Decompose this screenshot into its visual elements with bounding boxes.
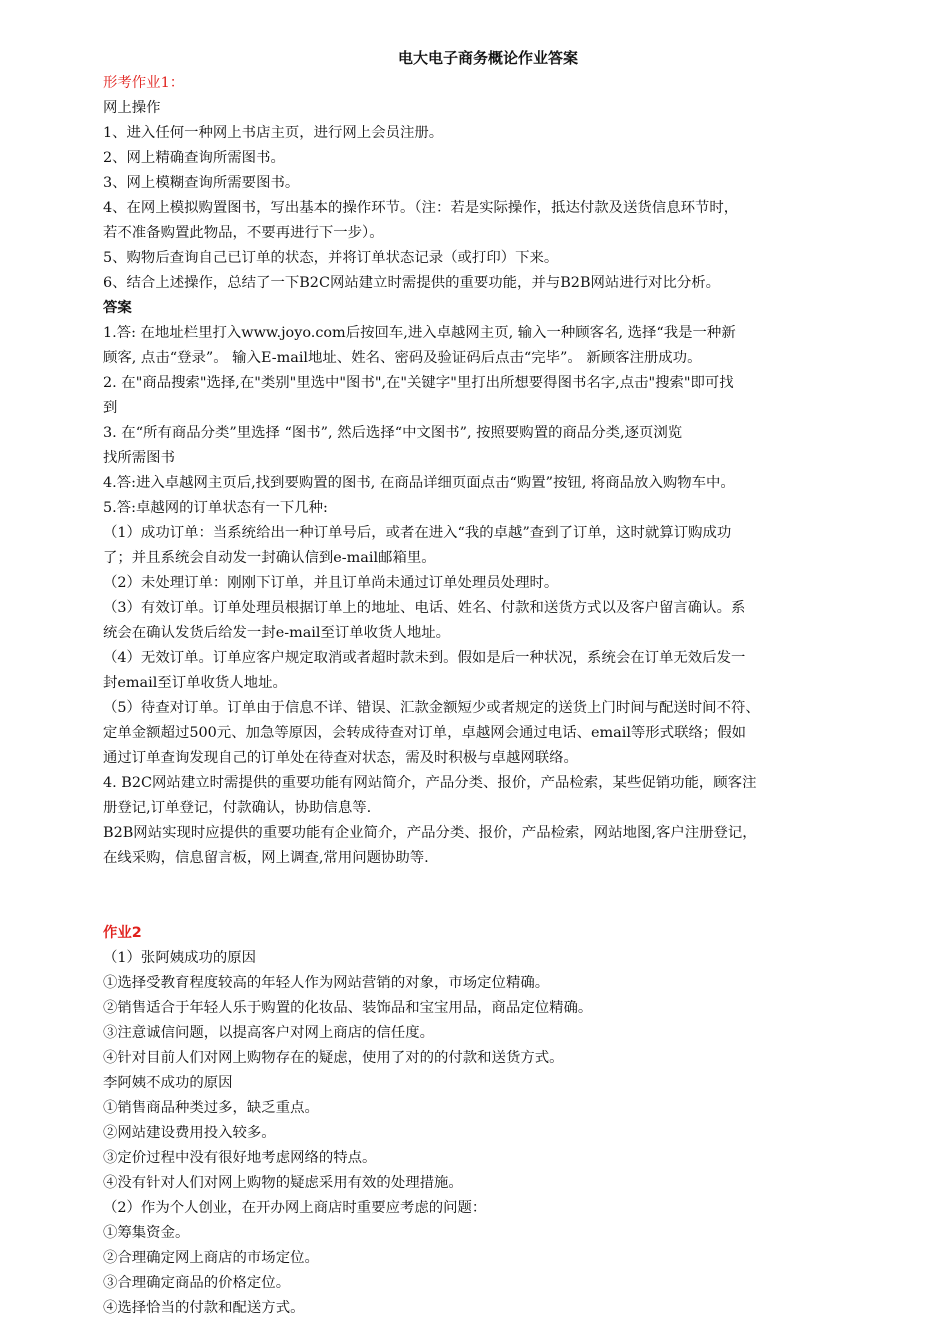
section2-line: ④没有针对人们对网上购物的疑虑采用有效的处理措施。 — [103, 1175, 463, 1191]
document-page — [103, 46, 873, 1321]
answer-body — [103, 321, 873, 871]
answer-line: （1）成功订单：当系统给出一种订单号后，或者在进入“我的卓越”查到了订单，这时就算订购成功 — [103, 525, 732, 541]
section2-line: （1）张阿姨成功的原因 — [103, 950, 257, 966]
answer-line: 了；并且系统会自动发一封确认信到e-mail邮箱里。 — [103, 550, 436, 566]
answer-line: 2. 在"商品搜索"选择,在"类别"里选中"图书",在"关键字"里打出所想要得图书名字,点击"搜索"即可找 — [103, 375, 734, 391]
section2-line: 李阿姨不成功的原因 — [103, 1075, 233, 1091]
task-line: 1、进入任何一种网上书店主页，进行网上会员注册。 — [103, 125, 444, 141]
answer-line: 通过订单查询发现自己的订单处在待查对状态，需及时积极与卓越网联络。 — [103, 750, 578, 766]
section1-heading: 形考作业1： — [103, 75, 185, 91]
answer-heading: 答案 — [103, 300, 132, 316]
section2-line: ②销售适合于年轻人乐于购置的化妆品、装饰品和宝宝用品，商品定位精确。 — [103, 1000, 593, 1016]
task-line: 5、购物后查询自己已订单的状态，并将订单状态记录（或打印）下来。 — [103, 250, 559, 266]
answer-line: 3. 在“所有商品分类”里选择 “图书”, 然后选择“中文图书”, 按照要购置的商品分类,逐页浏览 — [103, 425, 683, 441]
section1-subheading: 网上操作 — [103, 100, 161, 116]
section2-line: ③注意诚信问题，以提高客户对网上商店的信任度。 — [103, 1025, 434, 1041]
answer-line: 到 — [103, 400, 118, 416]
section2-line: ④选择恰当的付款和配送方式。 — [103, 1300, 305, 1316]
answer-line: （4）无效订单。订单应客户规定取消或者超时款未到。假如是后一种状况，系统会在订单无效后发一 — [103, 650, 746, 666]
answer-line: （5）待查对订单。订单由于信息不详、错误、汇款金额短少或者规定的送货上门时间与配送时间不符、 — [103, 700, 760, 716]
section2-line: ②网站建设费用投入较多。 — [103, 1125, 276, 1141]
section2-heading: 作业2 — [103, 925, 142, 941]
task-line: 6、结合上述操作，总结了一下B2C网站建立时需提供的重要功能，并与B2B网站进行对比分析。 — [103, 275, 721, 291]
answer-line: 在线采购，信息留言板，网上调查,常用问题协助等. — [103, 850, 429, 866]
answer-line: 找所需图书 — [103, 450, 175, 466]
answer-line: 4. B2C网站建立时需提供的重要功能有网站简介，产品分类、报价，产品检索，某些促销功能，顾客注 — [103, 775, 757, 791]
section2-line: ①选择受教育程度较高的年轻人作为网站营销的对象，市场定位精确。 — [103, 975, 550, 991]
answer-line: （3）有效订单。订单处理员根据订单上的地址、电话、姓名、付款和送货方式以及客户留言确认。系 — [103, 600, 746, 616]
answer-line: 封email至订单收货人地址。 — [103, 675, 287, 691]
answer-line: 1.答: 在地址栏里打入www.joyo.com后按回车,进入卓越网主页, 输入一种顾客名, 选择“我是一种新 — [103, 325, 736, 341]
document-title: 电大电子商务概论作业答案 — [397, 49, 578, 67]
answer-line: 统会在确认发货后给发一封e-mail至订单收货人地址。 — [103, 625, 451, 641]
task-line: 4、在网上模拟购置图书，写出基本的操作环节。（注：若是实际操作，抵达付款及送货信息环节时， — [103, 200, 739, 216]
section-spacer — [103, 871, 873, 921]
section2-line: （2）作为个人创业，在开办网上商店时重要应考虑的问题： — [103, 1200, 487, 1216]
section2-line: ①筹集资金。 — [103, 1225, 190, 1241]
answer-line: 顾客, 点击“登录”。 输入E-mail地址、姓名、密码及验证码后点击“完毕”。 新顾客注册成功。 — [103, 350, 702, 366]
answer-line: 4.答:进入卓越网主页后,找到要购置的图书, 在商品详细页面点击“购置”按钮, 将商品放入购物车中。 — [103, 475, 735, 491]
section2-line: ④针对目前人们对网上购物存在的疑虑，使用了对的的付款和送货方式。 — [103, 1050, 564, 1066]
section2-line: ③定价过程中没有很好地考虑网络的特点。 — [103, 1150, 377, 1166]
task-line: 若不准备购置此物品，不要再进行下一步）。 — [103, 225, 384, 241]
answer-line: 册登记,订单登记，付款确认，协助信息等. — [103, 800, 372, 816]
section2-line: ②合理确定网上商店的市场定位。 — [103, 1250, 319, 1266]
task-line: 2、网上精确查询所需图书。 — [103, 150, 285, 166]
task-line: 3、网上模糊查询所需要图书。 — [103, 175, 300, 191]
answer-line: （2）未处理订单：刚刚下订单，并且订单尚未通过订单处理员处理时。 — [103, 575, 559, 591]
section1-task-list — [103, 121, 873, 296]
answer-line: 5.答:卓越网的订单状态有一下几种: — [103, 500, 328, 516]
answer-line: 定单金额超过500元、加急等原因，会转成待查对订单，卓越网会通过电话、email等形式联络；假如 — [103, 725, 747, 741]
section2-body — [103, 946, 873, 1321]
answer-line: B2B网站实现时应提供的重要功能有企业简介，产品分类、报价，产品检索，网站地图,客户注册登记， — [103, 825, 757, 841]
section2-line: ③合理确定商品的价格定位。 — [103, 1275, 291, 1291]
section2-line: ①销售商品种类过多，缺乏重点。 — [103, 1100, 319, 1116]
